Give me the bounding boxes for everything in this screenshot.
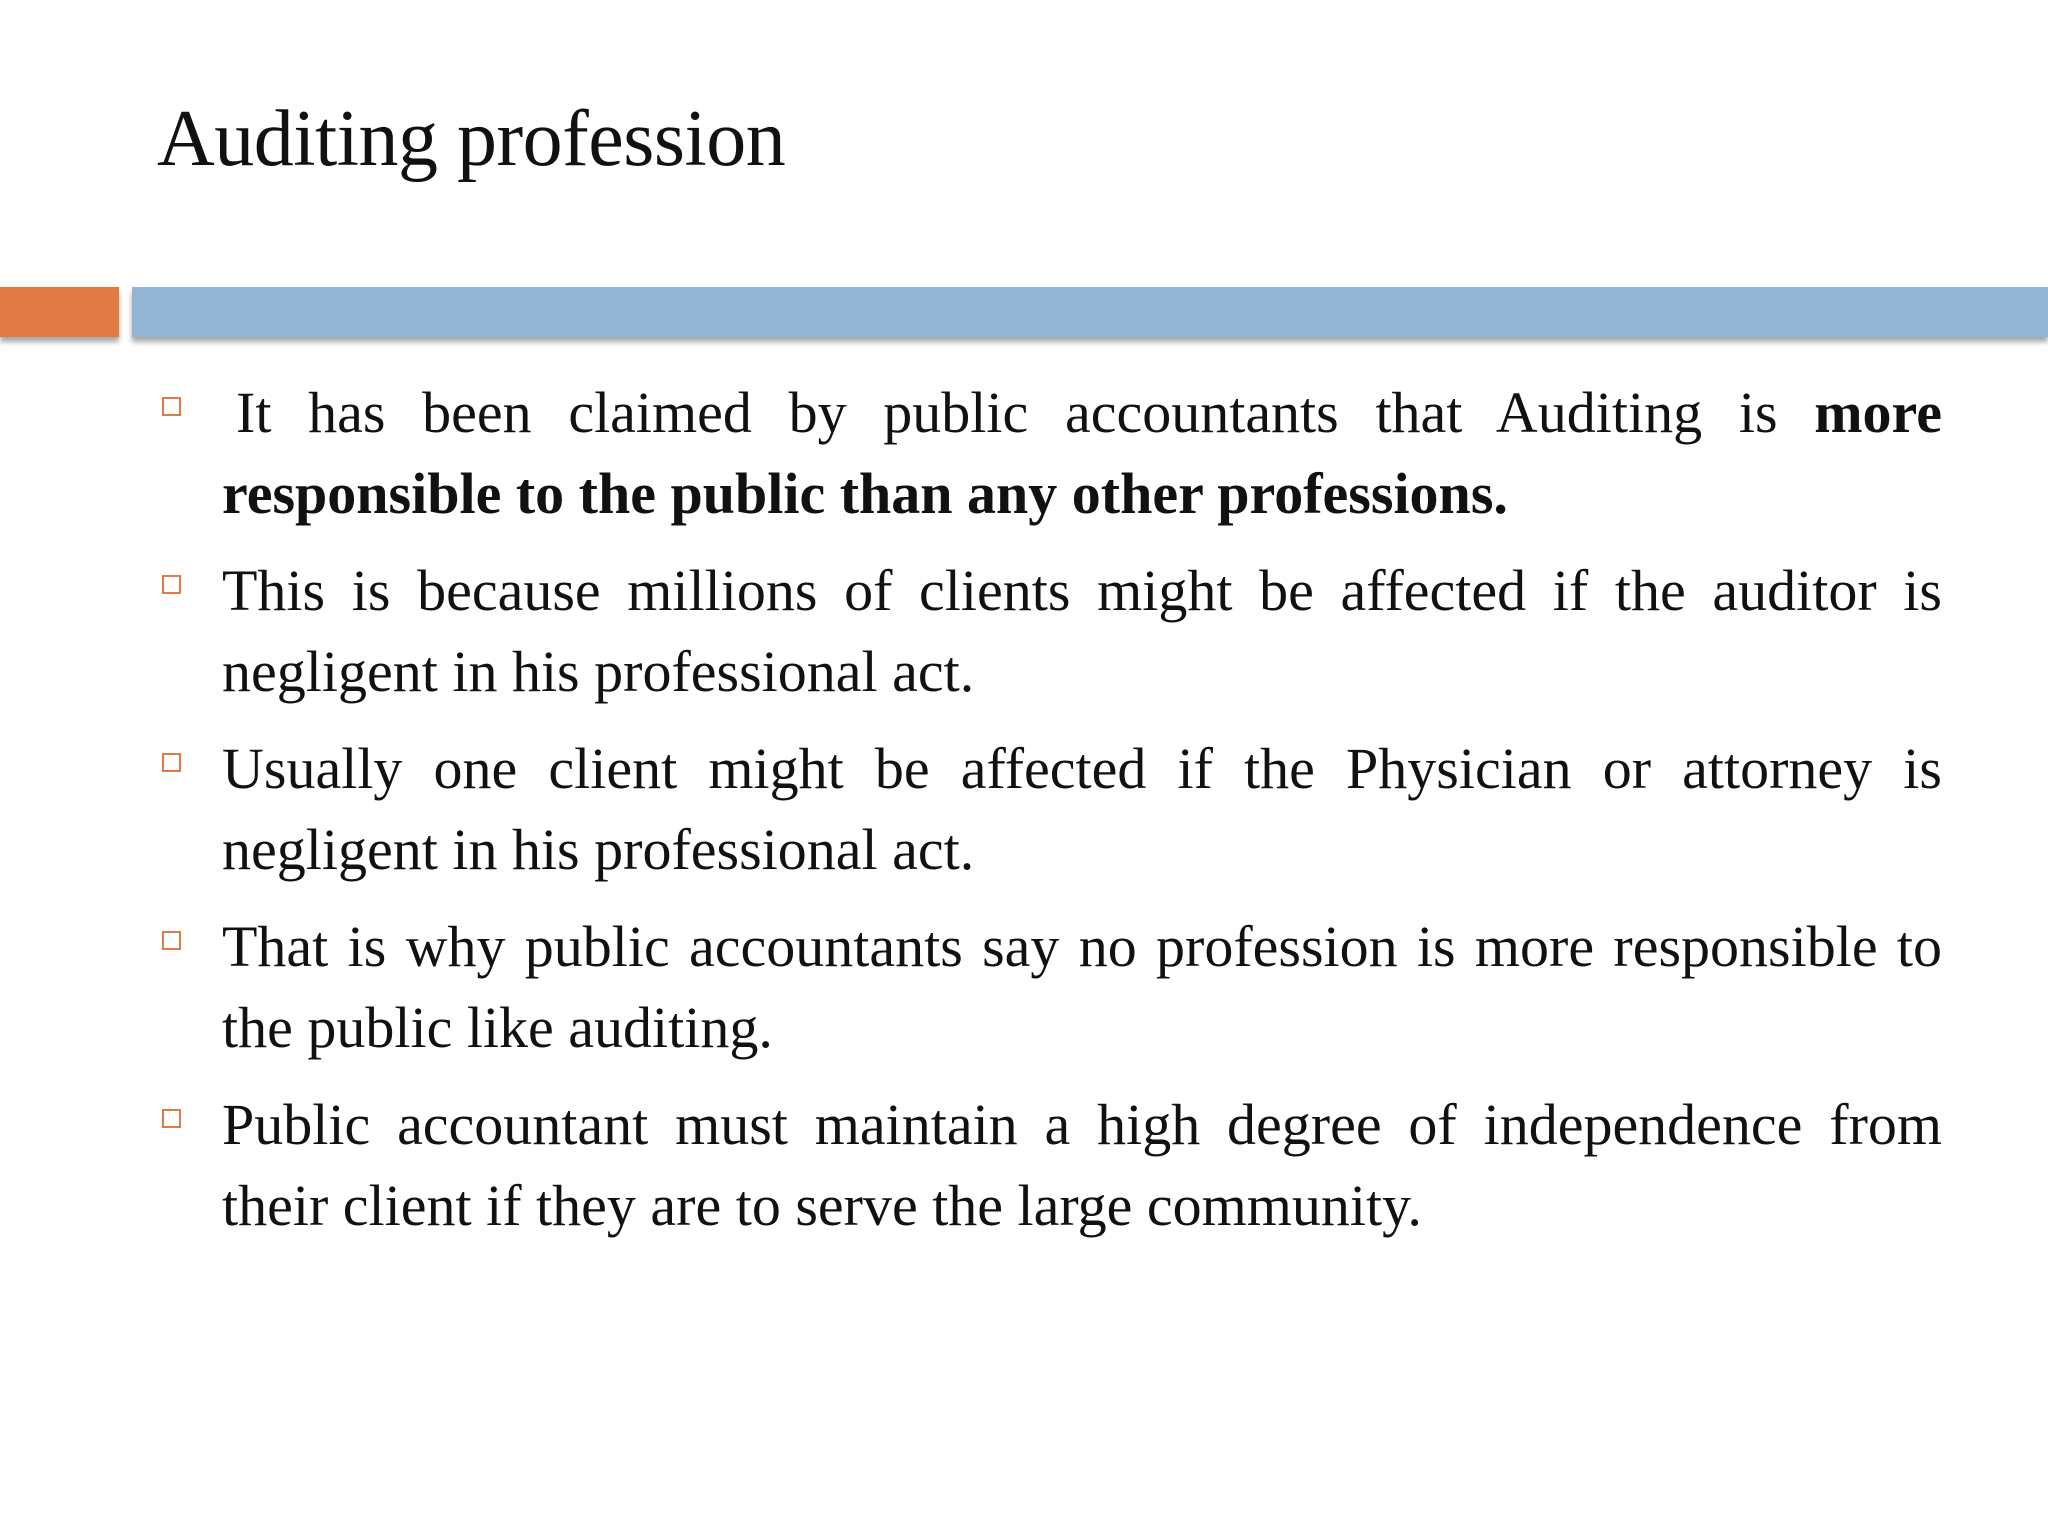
bullet-text-1 <box>222 372 1942 534</box>
hollow-square-icon <box>162 753 181 772</box>
hollow-square-icon <box>162 397 181 416</box>
bullet-text-3: Usually one client might be affected if the Physician or attorney is negligent in his professional act. <box>222 736 1942 882</box>
bullet-item-2 <box>0 550 2048 712</box>
hollow-square-icon <box>162 1109 181 1128</box>
bullet-list <box>0 372 2048 1262</box>
bullet-item-4 <box>0 906 2048 1068</box>
title-accent-orange-bar <box>0 287 119 337</box>
bullet-item-3 <box>0 728 2048 890</box>
title-accent-blue-bar <box>132 287 2048 337</box>
bullet-item-5 <box>0 1084 2048 1246</box>
bullet-item-1 <box>0 372 2048 534</box>
bullet-text-4: That is why public accountants say no profession is more responsible to the public like auditing. <box>222 914 1942 1060</box>
bullet-text-1-bold: more responsible to the public than any other professions. <box>222 380 1942 526</box>
slide-title: Auditing profession <box>157 95 786 183</box>
bullet-text-5: Public accountant must maintain a high degree of independence from their client if they are to serve the large community. <box>222 1092 1942 1238</box>
hollow-square-icon <box>162 931 181 950</box>
bullet-text-1-plain: It has been claimed by public accountants that Auditing is <box>236 380 1815 445</box>
hollow-square-icon <box>162 575 181 594</box>
bullet-text-2: This is because millions of clients might be affected if the auditor is negligent in his professional act. <box>222 558 1942 704</box>
